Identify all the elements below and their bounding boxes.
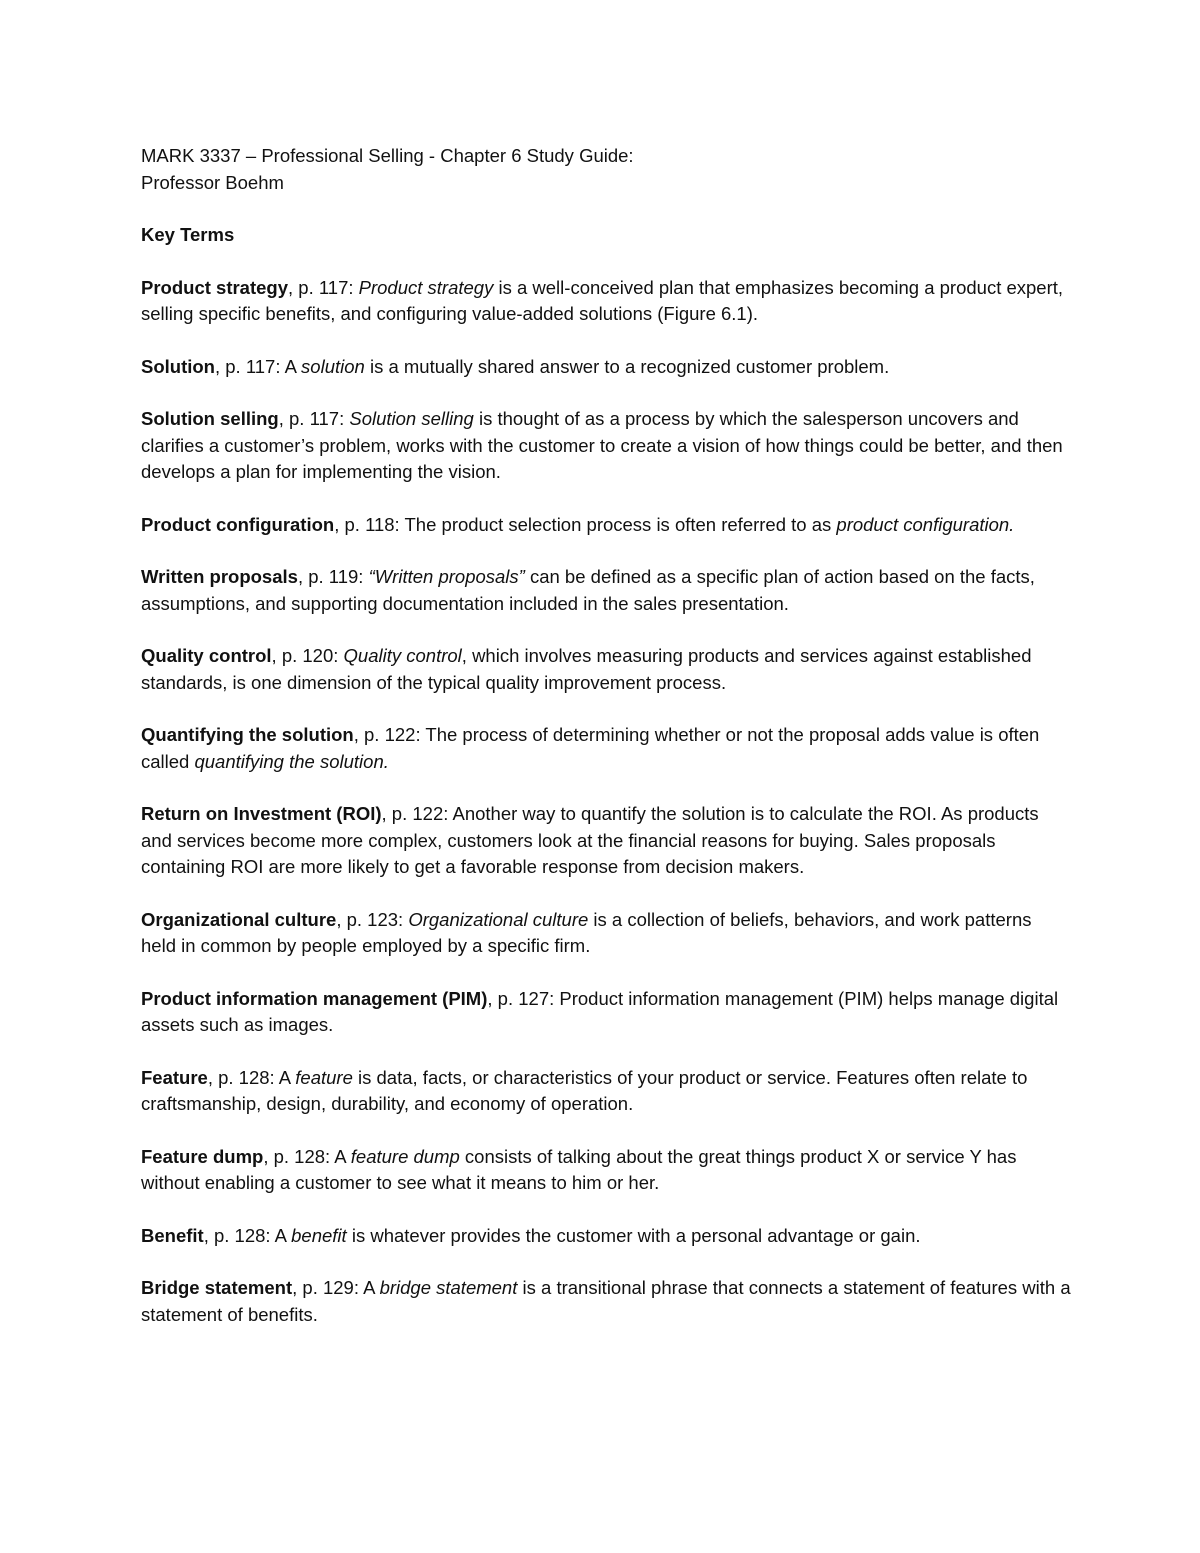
term-emphasis: Product strategy <box>358 276 494 298</box>
term-page: , p. 122: The process of determining whether or not the proposal adds value is often called <box>141 724 1040 772</box>
term-entry <box>141 1275 1071 1328</box>
term-entry <box>141 986 1071 1039</box>
term-entry <box>141 354 1071 381</box>
term-entry <box>141 722 1071 775</box>
term-definition: is a mutually shared answer to a recognized customer problem. <box>364 355 890 377</box>
study-guide-page <box>141 143 1071 1354</box>
term-emphasis: feature dump <box>350 1145 460 1167</box>
term-entry <box>141 1144 1071 1197</box>
term-emphasis: benefit <box>291 1224 347 1246</box>
term-emphasis: product configuration. <box>836 513 1015 535</box>
term-page: , p. 120: <box>271 645 344 666</box>
term-name: Feature dump <box>141 1145 264 1167</box>
professor-name: Professor Boehm <box>141 171 284 193</box>
term-page: , p. 122: Another way to quantify the solution is to calculate the ROI. As products and services become more complex, customers look at the financial reasons for buying. Sales proposals containing ROI are more likely to get a favorable response from decision makers. <box>141 803 1039 877</box>
term-page: , p. 128: A <box>207 1066 296 1088</box>
term-name: Benefit <box>141 1224 204 1246</box>
term-name: Solution selling <box>141 408 279 429</box>
term-definition: is a well-conceived plan that emphasizes becoming a product expert, selling specific benefits, and configuring value-added solutions (Figure 6.1). <box>141 276 1064 324</box>
term-emphasis: quantifying the solution. <box>194 750 389 772</box>
term-page: , p. 119: <box>297 566 369 587</box>
term-emphasis: Quality control <box>343 645 462 666</box>
term-page: , p. 128: A <box>203 1224 292 1246</box>
term-entry <box>141 1223 1071 1250</box>
term-entry <box>141 512 1071 539</box>
term-definition: is thought of as a process by which the salesperson uncovers and clarifies a customer’s problem, works with the customer to create a vision of how things could be better, and then develops a plan for implementing the vision. <box>141 408 1063 482</box>
term-entry <box>141 564 1071 617</box>
term-entry <box>141 275 1071 328</box>
term-emphasis: solution <box>301 355 365 377</box>
term-page: , p. 117: <box>278 408 350 429</box>
term-definition: is data, facts, or characteristics of your product or service. Features often relate to craftsmanship, design, durability, and economy of operation. <box>141 1066 1028 1114</box>
term-definition: consists of talking about the great things product X or service Y has without enabling a customer to see what it means to him or her. <box>141 1145 1017 1193</box>
term-definition: is whatever provides the customer with a personal advantage or gain. <box>346 1224 921 1246</box>
term-name: Bridge statement <box>141 1277 293 1298</box>
term-emphasis: Organizational culture <box>408 908 589 930</box>
term-name: Written proposals <box>141 566 298 587</box>
term-entry <box>141 1065 1071 1118</box>
term-page: , p. 117: <box>288 276 359 298</box>
term-emphasis: Solution selling <box>349 408 474 429</box>
term-definition: can be defined as a specific plan of action based on the facts, assumptions, and supporting documentation included in the sales presentation. <box>141 566 1035 614</box>
term-emphasis: “Written proposals” <box>368 566 525 587</box>
document-title: MARK 3337 – Professional Selling - Chapter 6 Study Guide: <box>141 145 634 166</box>
term-name: Solution <box>141 355 215 377</box>
term-name: Product configuration <box>141 513 335 535</box>
term-definition: is a transitional phrase that connects a statement of features with a statement of benefits. <box>141 1277 1071 1325</box>
term-entry <box>141 643 1071 696</box>
term-page: , p. 127: Product information management (PIM) helps manage digital assets such as images. <box>141 987 1059 1035</box>
term-name: Organizational culture <box>141 908 337 930</box>
term-page: , p. 117: A <box>214 355 302 377</box>
key-terms-heading: Key Terms <box>141 224 235 245</box>
key-terms-list <box>141 275 1071 1329</box>
term-name: Return on Investment (ROI) <box>141 803 382 824</box>
term-page: , p. 128: A <box>263 1145 351 1167</box>
term-page: , p. 123: <box>336 908 409 930</box>
term-definition: is a collection of beliefs, behaviors, and work patterns held in common by people employed by a specific firm. <box>141 908 1032 956</box>
term-emphasis: bridge statement <box>379 1277 518 1298</box>
term-name: Product strategy <box>141 276 289 298</box>
term-entry <box>141 801 1071 881</box>
term-definition: , which involves measuring products and services against established standards, is one dimension of the typical quality improvement process. <box>141 645 1032 693</box>
term-name: Product information management (PIM) <box>141 987 488 1009</box>
term-page: , p. 129: A <box>292 1277 380 1298</box>
term-entry <box>141 907 1071 960</box>
term-page: , p. 118: The product selection process is often referred to as <box>334 513 837 535</box>
term-entry <box>141 406 1071 486</box>
term-name: Quality control <box>141 645 272 666</box>
term-name: Feature <box>141 1066 208 1088</box>
term-emphasis: feature <box>295 1066 353 1088</box>
term-name: Quantifying the solution <box>141 724 354 745</box>
